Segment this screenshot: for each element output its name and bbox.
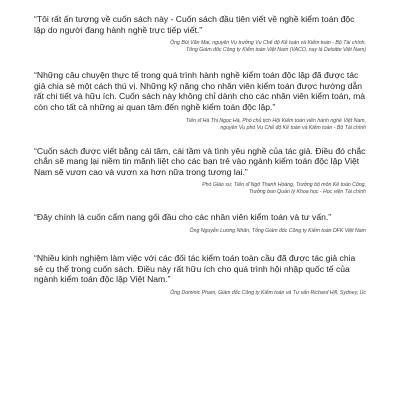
testimonial-attribution xyxy=(34,118,366,132)
testimonial-quote: “Nhiều kinh nghiệm làm việc với các đối tác kiểm toán toàn cầu đã được tác giả chia sẻ cụ thể trong cuốn sách. Điều này rất hữu ích cho quá trình hội nhập quốc tế của ngành kiểm toán độc lập Việt Nam.” xyxy=(34,252,356,285)
testimonial-2 xyxy=(34,70,366,131)
testimonial-1 xyxy=(34,14,366,54)
attribution-line: Ông Bùi Văn Mai, nguyên Vụ trưởng Vụ Chế độ Kế toán và Kiểm toán - Bộ Tài chính, xyxy=(170,40,366,47)
attribution-line: nguyên Vụ phó Vụ Chế độ Kế toán và Kiểm toán - Bộ Tài chính xyxy=(220,124,366,131)
attribution-line: Trưởng ban Quản lý Khoa học - Học viện Tài chính xyxy=(248,189,366,196)
testimonial-3 xyxy=(34,146,366,197)
testimonial-attribution xyxy=(34,182,366,196)
testimonial-quote: “Tôi rất ấn tượng về cuốn sách này - Cuốn sách đầu tiên viết về nghề kiểm toán độc lập do người đang hành nghề trực tiếp viết.” xyxy=(34,14,355,35)
testimonial-quote: “Đây chính là cuốn cẩm nang gối đầu cho các nhân viên kiểm toán và tư vấn.” xyxy=(34,212,332,223)
attribution-line: Ông Nguyễn Lương Nhân, Tổng Giám đốc Công ty Kiểm toán DFK Việt Nam xyxy=(189,227,366,234)
attribution-line: Phó Giáo sư, Tiến sĩ Ngô Thanh Hoàng, Trưởng bộ môn Kế toán Công, xyxy=(202,182,366,189)
attribution-line: Tiến sĩ Hà Thị Ngọc Hà, Phó chủ tịch Hội Kiểm toán viên hành nghề Việt Nam, xyxy=(185,117,366,124)
testimonial-4 xyxy=(34,212,366,235)
testimonial-attribution xyxy=(34,228,366,235)
attribution-line: Ông Dominic Pham, Giám đốc Công ty Kiểm toán và Tư vấn Richard Hill, Sydney, Úc xyxy=(170,289,366,296)
attribution-line: Tổng Giám đốc Công ty Kiểm toán Việt Nam (VACO, nay là Deloitte Việt Nam) xyxy=(185,47,366,54)
testimonial-quote: “Những câu chuyện thực tế trong quá trình hành nghề kiểm toán độc lập đã được tác giả chia sẻ một cách thú vị. Những kỹ năng cho nhân viên kiểm toán được hướng dẫn rất chi tiết và hữu ích. Cuốn sách này không chỉ dành cho các nhân viên kiểm toán, mà còn cho tất cả những ai quan tâm đến nghề kiểm toán độc lập.” xyxy=(34,70,366,112)
testimonial-quote: “Cuốn sách được viết bằng cái tâm, cái tầm và tình yêu nghề của tác giả. Điều đó chắc chắn sẽ mang lại niềm tin mãnh liệt cho các bạn trẻ vào ngành kiểm toán độc lập Việt Nam sẽ vươn cao và vươn xa hơn nữa trong tương lai.” xyxy=(34,145,366,177)
testimonial-attribution xyxy=(34,290,366,297)
testimonial-5 xyxy=(34,253,366,297)
testimonial-attribution xyxy=(34,40,366,54)
